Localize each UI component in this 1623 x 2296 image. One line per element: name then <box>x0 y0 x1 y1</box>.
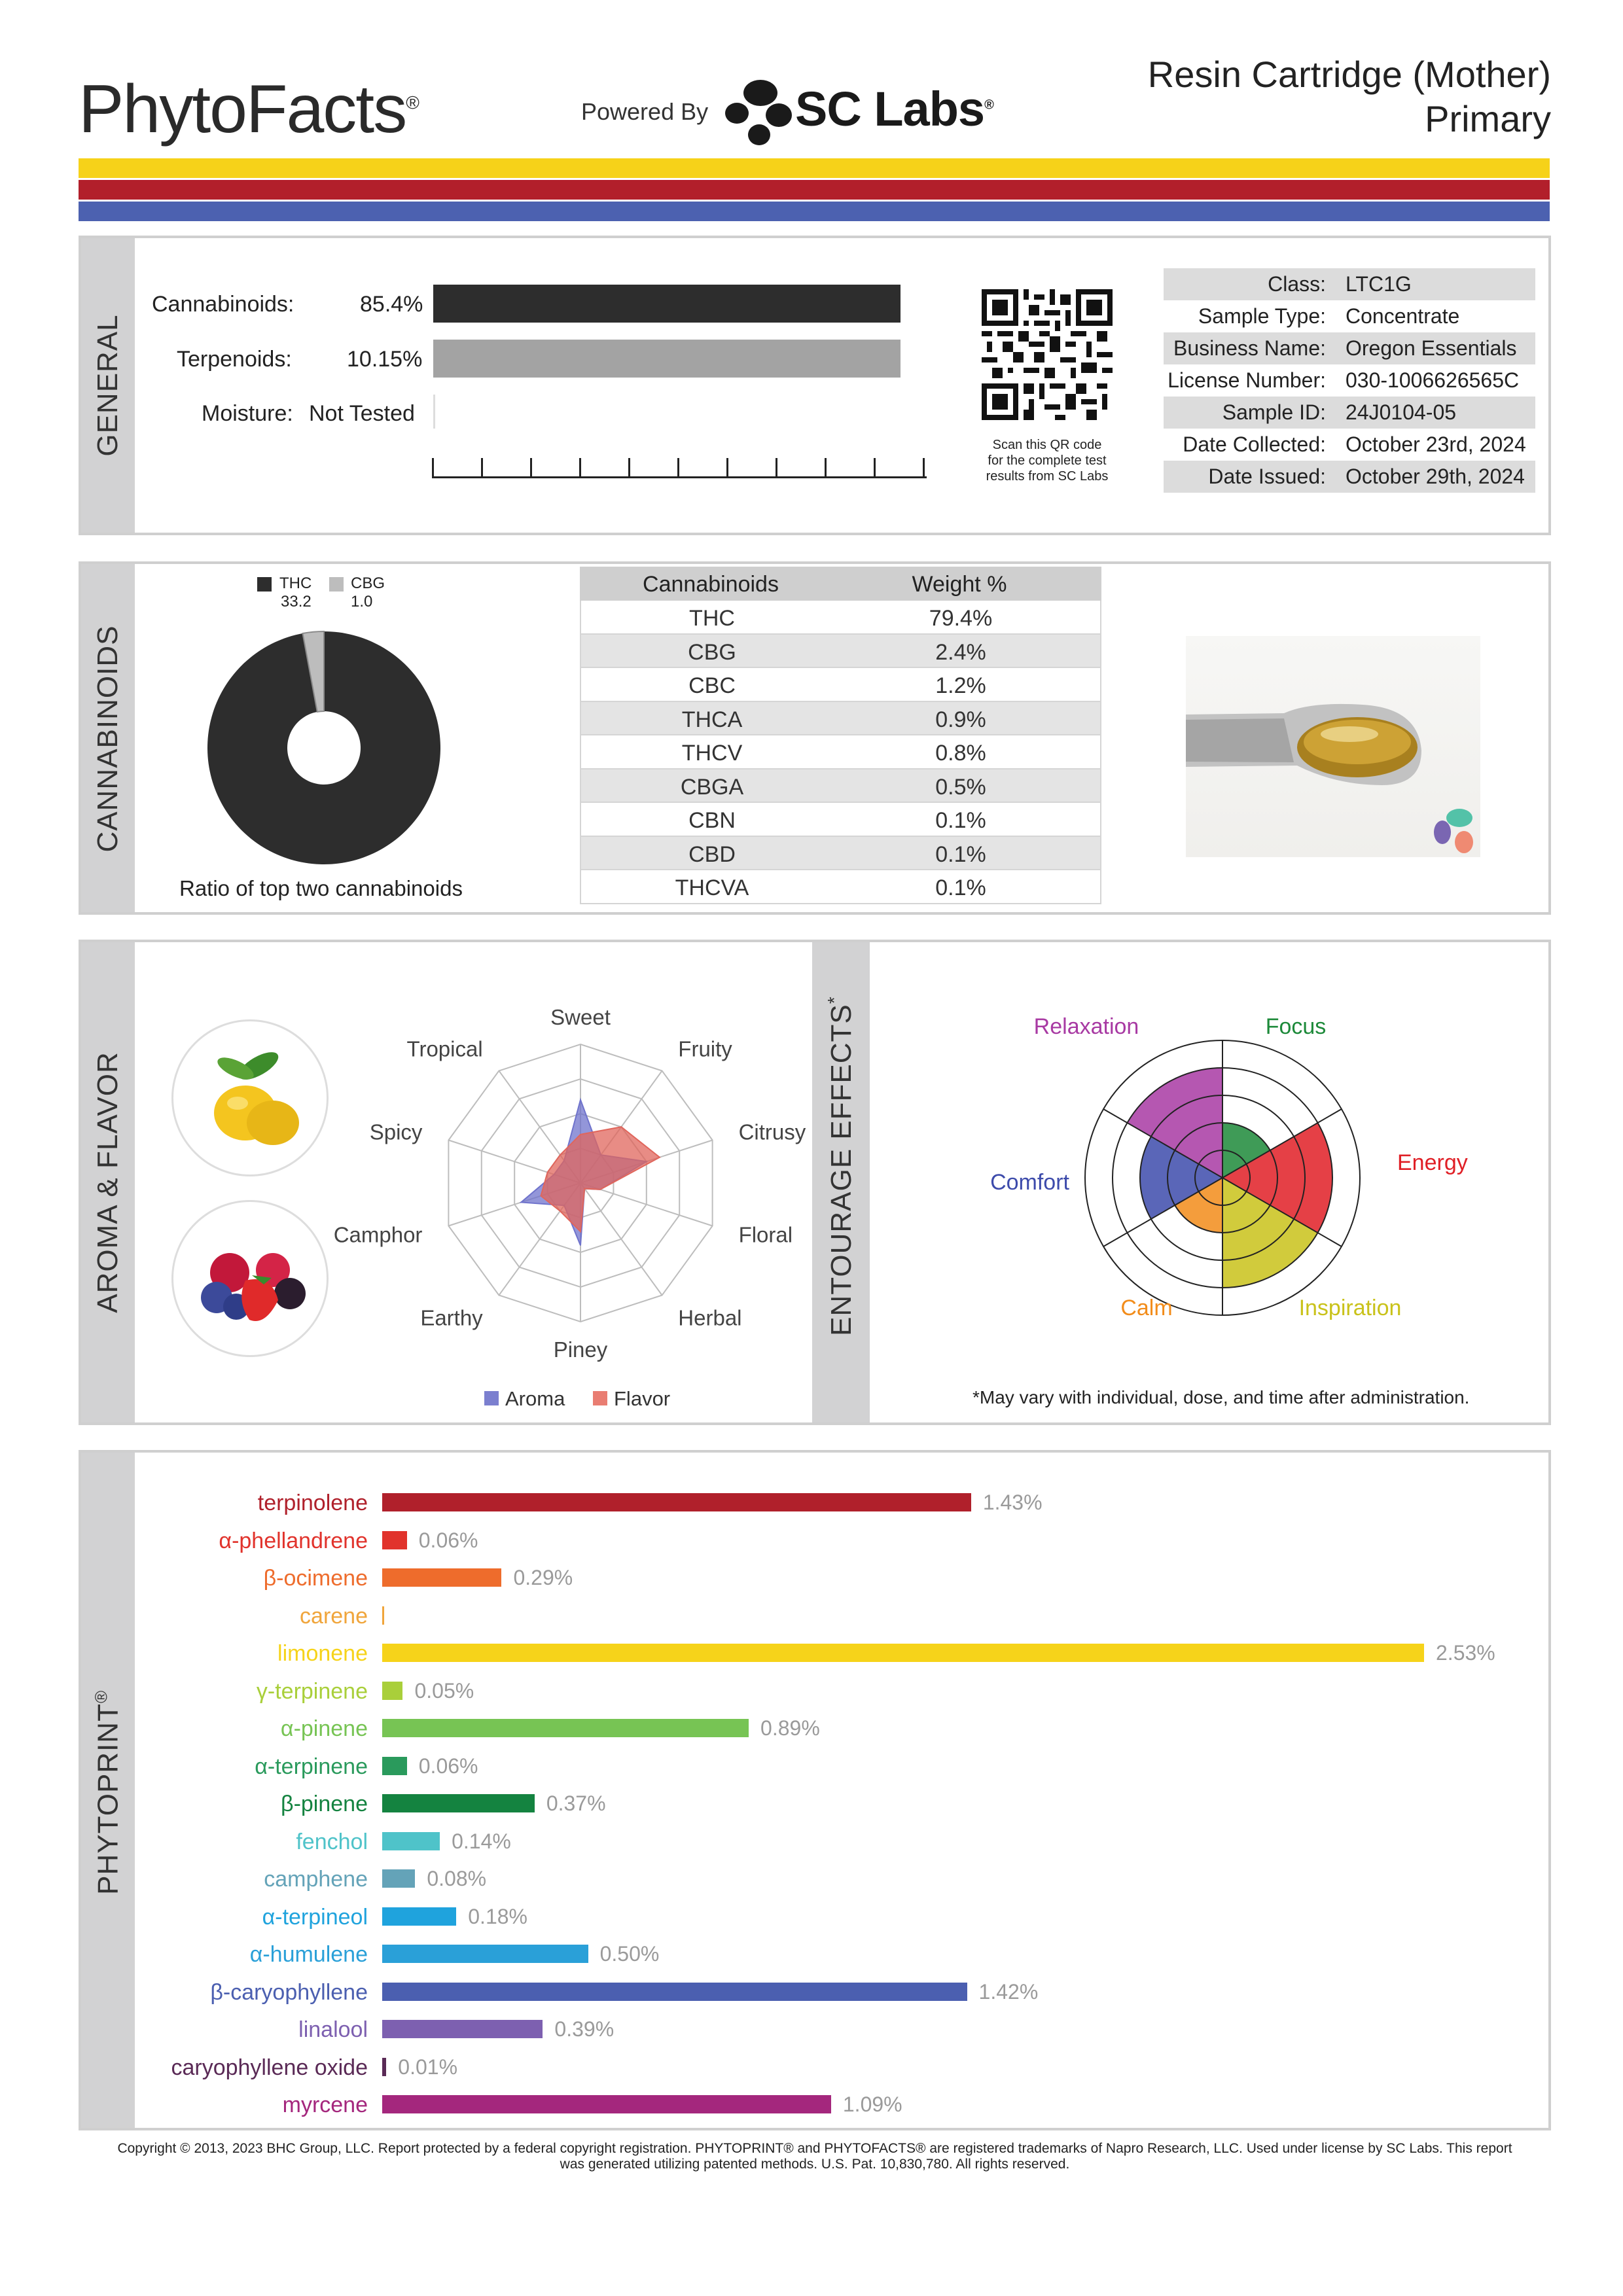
cannabinoid-weight: 0.1% <box>935 841 986 867</box>
terpenoids-label: Terpenoids: <box>177 347 292 372</box>
cannabinoids-label: Cannabinoids: <box>152 292 294 317</box>
radar-spoke <box>580 1183 662 1296</box>
terpene-value: 2.53% <box>1436 1641 1495 1665</box>
table-row <box>581 668 1100 702</box>
cannabinoids-sidebar <box>81 564 135 912</box>
radar-axis-label: Sweet <box>550 1005 611 1029</box>
scale-tick <box>825 458 827 478</box>
info-key: License Number: <box>1168 368 1326 392</box>
general-sidebar <box>81 238 135 533</box>
table-row <box>581 702 1100 736</box>
info-key: Date Issued: <box>1208 465 1326 488</box>
cannabinoid-name: CBD <box>688 841 736 867</box>
scale-tick <box>923 458 925 478</box>
terpene-bar <box>382 1907 456 1926</box>
terpene-name: terpinolene <box>257 1491 368 1515</box>
moisture-value: Not Tested <box>309 401 415 426</box>
berries-image <box>171 1200 329 1357</box>
effect-label-focus: Focus <box>1265 1014 1327 1039</box>
footer <box>85 2141 1544 2172</box>
terpenoids-bar <box>433 340 901 378</box>
terpene-value: 1.43% <box>982 1491 1043 1514</box>
lemon-image <box>171 1019 329 1176</box>
moisture-bar-placeholder <box>433 395 435 429</box>
info-key: Business Name: <box>1173 336 1326 360</box>
radar-axis-label: Camphor <box>333 1222 423 1247</box>
table-row <box>581 803 1100 837</box>
effect-label-inspiration: Inspiration <box>1298 1296 1402 1320</box>
legend-swatch-cbg <box>329 577 344 592</box>
terpene-value: 0.18% <box>468 1904 527 1928</box>
product-photo <box>1186 636 1480 857</box>
terpene-value: 0.50% <box>599 1942 660 1966</box>
legend-swatch-flavor <box>593 1391 607 1405</box>
radar-axis-label: Herbal <box>678 1305 742 1330</box>
terpene-bar <box>382 1869 415 1888</box>
cannabinoid-weight: 2.4% <box>935 639 986 665</box>
table-row <box>581 769 1100 804</box>
cannabinoid-weight: 0.1% <box>935 808 986 833</box>
cannabinoids-value: 85.4% <box>360 292 423 317</box>
aroma-flavor-radar-chart <box>333 981 838 1374</box>
effect-label-relaxation: Relaxation <box>1033 1014 1139 1039</box>
scale-tick <box>530 458 532 478</box>
info-value: LTC1G <box>1346 272 1412 296</box>
info-value: 030-1006626565C <box>1346 368 1520 392</box>
info-row <box>1164 364 1535 397</box>
info-row <box>1164 268 1535 300</box>
table-row <box>581 601 1100 635</box>
cannabinoid-weight: 79.4% <box>929 606 993 631</box>
terpene-name: carene <box>300 1603 368 1629</box>
terpene-name: α-phellandrene <box>219 1528 368 1553</box>
section-label: ENTOURAGE EFFECTS* <box>824 996 857 1336</box>
info-value: Oregon Essentials <box>1346 336 1517 360</box>
info-row <box>1164 332 1535 364</box>
info-key: Sample ID: <box>1222 400 1326 424</box>
terpene-bar <box>382 1682 402 1700</box>
radar-axis-label: Tropical <box>406 1036 483 1061</box>
radar-axis-label: Citrusy <box>738 1120 806 1144</box>
info-key: Class: <box>1268 272 1326 296</box>
effects-note: *May vary with individual, dose, and time after administration. <box>972 1387 1470 1407</box>
cannabinoid-name: CBG <box>688 639 736 665</box>
cannabinoid-weight: 0.9% <box>935 707 986 732</box>
terpene-name: α-terpinene <box>255 1754 368 1779</box>
terpene-name: β-pinene <box>281 1792 368 1816</box>
copyright-line-2: was generated utilizing patented methods. U.S. Pat. 10,830,780. All rights reserved. <box>560 2157 1070 2172</box>
scale-axis <box>432 476 927 478</box>
terpene-bar <box>382 2020 543 2038</box>
terpene-value: 0.14% <box>452 1829 511 1853</box>
qr-caption: Scan this QR code for the complete test results from SC Labs <box>986 438 1109 484</box>
terpene-value: 0.39% <box>554 2017 615 2041</box>
terpene-bar <box>382 1757 407 1775</box>
terpene-name: β-caryophyllene <box>210 1979 368 2005</box>
radar-series-flavor <box>541 1127 660 1231</box>
terpene-bar <box>382 1493 971 1511</box>
radar-axis-label: Fruity <box>678 1036 732 1061</box>
terpene-name: limonene <box>277 1641 368 1666</box>
stripe-yellow <box>79 158 1550 178</box>
cannabinoid-name: THCVA <box>675 875 749 900</box>
terpene-name: β-ocimene <box>263 1566 368 1591</box>
cannabinoids-bar <box>433 285 901 323</box>
section-label: AROMA & FLAVOR <box>92 1051 124 1313</box>
terpene-bar <box>382 1531 407 1549</box>
terpene-name: γ-terpinene <box>256 1678 368 1704</box>
legend-swatch-thc <box>257 577 272 592</box>
entourage-effects-chart <box>955 981 1492 1348</box>
info-value: October 29th, 2024 <box>1346 465 1525 488</box>
effect-label-energy: Energy <box>1397 1150 1468 1175</box>
product-name: Resin Cartridge (Mother) <box>1147 54 1551 95</box>
info-value: 24J0104-05 <box>1346 400 1457 424</box>
ratio-caption: Ratio of top two cannabinoids <box>179 876 463 900</box>
cannabinoid-weight: 0.5% <box>935 774 986 800</box>
terpene-bar <box>382 1945 588 1963</box>
cannabinoid-weight: 1.2% <box>935 673 986 698</box>
scale-tick <box>874 458 876 478</box>
terpene-value: 0.37% <box>546 1792 606 1815</box>
cannabinoid-name: THCA <box>681 707 743 732</box>
cannabinoid-weight: 0.8% <box>935 741 986 766</box>
stripe-red <box>79 180 1550 200</box>
radar-axis-label: Floral <box>738 1222 793 1247</box>
terpene-bar <box>382 1644 1424 1662</box>
legend-swatch-aroma <box>484 1391 499 1405</box>
qr-code-icon[interactable] <box>982 289 1113 420</box>
document-title <box>1148 52 1551 141</box>
cannabinoid-weight: 0.1% <box>935 875 986 900</box>
terpene-name: caryophyllene oxide <box>171 2055 368 2080</box>
info-row <box>1164 397 1535 429</box>
table-row <box>581 635 1100 669</box>
info-row <box>1164 461 1535 493</box>
terpene-bar <box>382 1794 535 1812</box>
cannabinoid-name: CBC <box>688 673 736 698</box>
info-row <box>1164 429 1535 461</box>
cannabinoid-ratio-donut <box>203 627 445 869</box>
info-value: Concentrate <box>1346 304 1460 328</box>
info-key: Date Collected: <box>1183 433 1326 456</box>
scale-tick <box>481 458 483 478</box>
radar-axis-label: Piney <box>553 1337 608 1362</box>
moisture-label: Moisture: <box>202 401 293 426</box>
table-row <box>581 837 1100 871</box>
section-label: GENERAL <box>92 314 124 457</box>
legend-cbg-name: CBG <box>351 574 385 592</box>
terpene-name: linalool <box>298 2017 368 2042</box>
terpene-name: camphene <box>264 1867 368 1892</box>
terpene-value: 0.89% <box>760 1716 820 1740</box>
header-weight: Weight % <box>912 572 1007 597</box>
effect-label-comfort: Comfort <box>990 1170 1069 1195</box>
aroma-sidebar <box>81 942 135 1422</box>
cannabinoid-name: THC <box>689 606 735 631</box>
brand-logo: PhytoFacts® <box>79 71 418 147</box>
legend-aroma: Aroma <box>505 1387 565 1410</box>
scale-tick <box>432 458 434 478</box>
effect-label-calm: Calm <box>1120 1296 1173 1320</box>
product-type: Primary <box>1425 98 1551 139</box>
terpene-name: α-pinene <box>280 1716 368 1741</box>
terpene-value: 0.01% <box>398 2055 458 2079</box>
copyright-line-1: Copyright © 2013, 2023 BHC Group, LLC. Report protected by a federal copyright registration. PHYTOPRINT® and PHYTOFACTS® are registered trademarks of Napro Research, LLC. Used under license by SC Labs. This report <box>117 2141 1512 2156</box>
powered-by-label: Powered By <box>581 98 709 125</box>
terpene-value: 0.06% <box>418 1754 478 1778</box>
terpene-name: fenchol <box>296 1829 368 1854</box>
terpene-name: myrcene <box>282 2093 368 2117</box>
terpene-bar <box>382 1606 384 1625</box>
terpene-name: α-terpineol <box>262 1904 368 1930</box>
terpene-bar <box>382 1719 749 1737</box>
lab-name: SC Labs® <box>795 82 993 136</box>
terpene-value: 1.42% <box>978 1979 1039 2004</box>
terpene-bar <box>382 2095 831 2113</box>
info-value: October 23rd, 2024 <box>1346 433 1526 456</box>
legend-flavor: Flavor <box>614 1387 671 1410</box>
stripe-blue <box>79 202 1550 221</box>
legend-thc-name: THC <box>279 574 312 592</box>
terpene-name: α-humulene <box>249 1942 368 1967</box>
terpene-bar <box>382 1832 440 1850</box>
section-label: CANNABINOIDS <box>92 625 124 853</box>
cannabinoid-name: CBGA <box>680 774 744 800</box>
phytoprint-sidebar <box>81 1453 135 2128</box>
info-row <box>1164 300 1535 332</box>
scale-tick <box>628 458 630 478</box>
cannabinoid-name: CBN <box>688 808 736 833</box>
terpene-value: 0.29% <box>513 1566 573 1589</box>
scale-tick <box>726 458 728 478</box>
terpene-bar <box>382 1983 967 2001</box>
sc-labs-logo-icon <box>720 77 798 149</box>
table-row <box>581 870 1100 904</box>
table-row <box>581 735 1100 769</box>
terpenoids-value: 10.15% <box>347 347 423 372</box>
terpene-value: 1.09% <box>842 2093 902 2116</box>
cannabinoid-table <box>580 567 1101 904</box>
legend-thc-value: 33.2 <box>281 593 312 610</box>
table-header <box>580 567 1101 601</box>
terpene-value: 0.06% <box>418 1528 478 1552</box>
legend-cbg-value: 1.0 <box>351 593 373 610</box>
radar-axis-label: Earthy <box>420 1305 483 1330</box>
terpene-bar <box>382 2058 386 2076</box>
radar-axis-label: Spicy <box>369 1120 423 1144</box>
header-cannabinoids: Cannabinoids <box>643 572 779 597</box>
info-key: Sample Type: <box>1198 304 1326 328</box>
section-label: PHYTOPRINT® <box>91 1689 124 1895</box>
terpene-value: 0.08% <box>427 1867 487 1890</box>
scale-tick <box>776 458 777 478</box>
terpene-bar <box>382 1568 501 1587</box>
scale-tick <box>579 458 581 478</box>
terpene-value: 0.05% <box>414 1678 474 1703</box>
cannabinoid-name: THCV <box>681 741 743 766</box>
scale-tick <box>677 458 679 478</box>
